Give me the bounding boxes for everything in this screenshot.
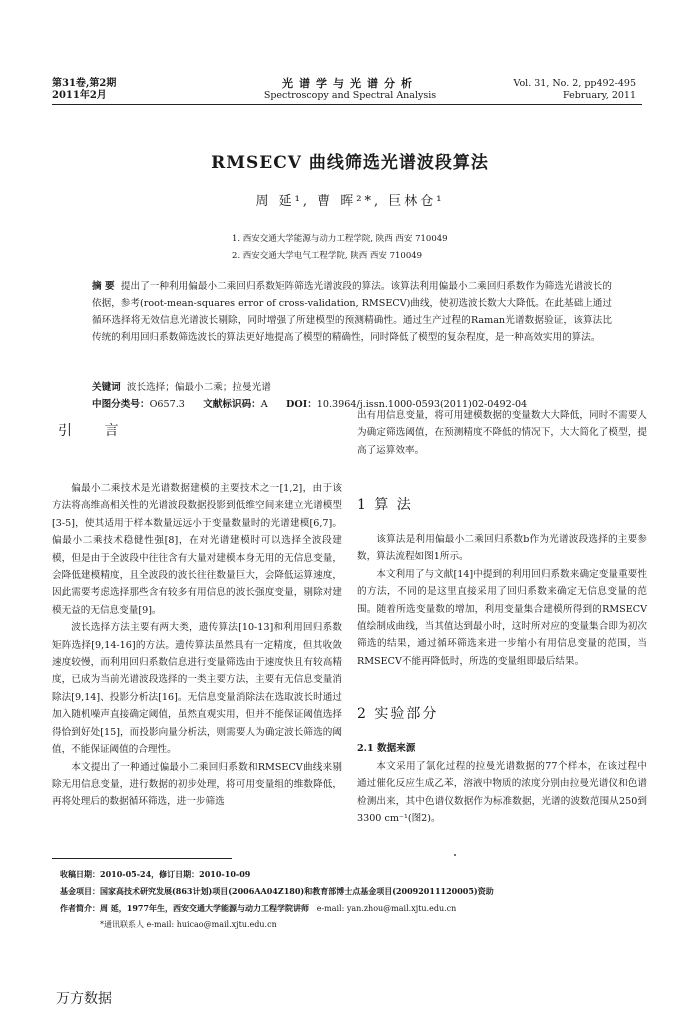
affiliations — [232, 231, 448, 265]
algorithm-body — [357, 531, 647, 670]
header-divider — [52, 104, 642, 105]
footnote-bio: 作者简介：周 延，1977年生，西安交通大学能源与动力工程学院讲师 — [60, 903, 310, 913]
clc-label: 中图分类号： — [92, 399, 150, 410]
date-en: February, 2011 — [563, 90, 636, 101]
journal-volume-issue — [52, 78, 116, 102]
abstract-text: 提出了一种利用偏最小二乘回归系数矩阵筛选光谱波段的算法。该算法利用偏最小二乘回归系数作为筛选光谱波长的依据，参考(root-mean-squares error of cross-validation, RMSECV)曲线，使初选波长数大大降低。在此基础上通过循环选择将无效信息光谱波长剔除，同时增强了所建模型的预测精确性。通过生产过程的Raman光谱数据验证，该算法比传统的利用回归系数筛选波长的算法更好地提高了模型的精确性，同时降低了模型的复杂程度，是一种高效实用的算法。 — [92, 281, 613, 343]
volume-issue-cn: 第31卷,第2期 — [52, 78, 117, 89]
experiment-body — [357, 758, 647, 828]
section-heading-algorithm: 1 算 法 — [357, 497, 413, 513]
section-heading-experiment: 2 实验部分 — [357, 706, 439, 722]
intro-continued-text: 出有用信息变量，将可用建模数据的变量数大大降低，同时不需要人为确定筛选阈值，在预测精度不降低的情况下，大大简化了模型，提高了运算效率。 — [357, 410, 647, 456]
doi-label: DOI： — [286, 399, 317, 410]
journal-name-en: Spectroscopy and Spectral Analysis — [263, 90, 437, 101]
experiment-paragraph-1: 本文采用了氯化过程的拉曼光谱数据的77个样本，在该过程中通过催化反应生成乙苯，溶液中物质的浓度分别由拉曼光谱仪和色谱检测出来，其中色谱仪数据作为标准数据，光谱的波数范围从250到3300 cm⁻¹(图2)。 — [357, 761, 647, 825]
affiliation-2: 2. 西安交通大学电气工程学院, 陕西 西安 710049 — [232, 251, 423, 261]
keywords-label: 关键词 — [92, 382, 121, 393]
doc-code-label: 文献标识码： — [203, 399, 261, 410]
algorithm-paragraph-1: 该算法是利用偏最小二乘回归系数b作为光谱波段选择的主要参数，算法流程如图1所示。 — [357, 534, 647, 563]
journal-name-cn: 光谱学与光谱分析 — [282, 77, 418, 90]
intro-body — [52, 480, 342, 811]
footnote-correspondence: *通讯联系人 e-mail: huicao@mail.xjtu.edu.cn — [100, 920, 277, 929]
intro-continued — [357, 407, 647, 459]
affiliation-1: 1. 西安交通大学能源与动力工程学院, 陕西 西安 710049 — [232, 234, 448, 244]
author-list: 周 延¹, 曹 晖²*, 巨林仓¹ — [255, 194, 445, 209]
keywords-text: 波长选择；偏最小二乘；拉曼光谱 — [126, 382, 271, 393]
algorithm-paragraph-2: 本文利用了与文献[14]中提到的利用回归系数来确定变量重要性的方法，不同的是这里直接采用了回归系数来确定无信息变量的范围。随着所选变量数的增加，利用变量集合建模所得到的RMSECV值绘制成曲线，当其值达到最小时，这时所对应的变量集合即为初次筛选的结果，通过循环筛选来进一步缩小有用信息变量的范围，当RMSECV不能再降低时，所选的变量组即最后结果。 — [357, 568, 647, 667]
section-heading-intro: 引 言 — [58, 423, 133, 439]
watermark-wanfang: 万方数据 — [56, 991, 112, 1007]
date-cn: 2011年2月 — [52, 90, 107, 101]
footnote-divider — [52, 858, 232, 859]
intro-paragraph-2: 波长选择方法主要有两大类，遗传算法[10-13]和利用回归系数矩阵选择[9,14-16]的方法。遗传算法虽然具有一定精度，但其收敛速度较慢，而利用回归系数信息进行变量筛选由于速度快且有较高精度，已成为当前光谱波段选择的一类主要方法，主要有无信息变量消除法[9,14]、投影分析法[16]。无信息变量消除法在选取波长时通过加入随机噪声直接确定阈值，虽然直观实用，但并不能保证阈值选择得恰到好处[15]，而投影向量分析法，则需要人为确定波长筛选的阈值，不能保证阈值的合理性。 — [52, 622, 342, 756]
footnote-received: 收稿日期：2010-05-24，修订日期：2010-10-09 — [60, 869, 251, 879]
footnotes — [60, 866, 494, 933]
footnote-bio-email: e-mail: yan.zhou@mail.xjtu.edu.cn — [316, 904, 457, 913]
volume-pages-en: Vol. 31, No. 2, pp492-495 — [513, 78, 636, 89]
intro-paragraph-1: 偏最小二乘技术是光谱数据建模的主要技术之一[1,2]，由于该方法将高维高相关性的光谱波段数据投影到低维空间来建立光谱模型[3-5]，使其适用于样本数量远远小于变量数量时的光谱建模[6,7]。偏最小二乘技术稳健性强[8]，在对光谱建模时可以选择全波段建模，但是由于全波段中往往含有大量对建模本身无用的无信息变量，会降低建模精度，且全波段的波长往往数量巨大，会降低运算速度，因此需要考虑选择那些含有较多有用信息的波长强度变量，剔除对建模无益的无信息变量[9]。 — [52, 483, 342, 616]
abstract-label: 摘 要 — [92, 281, 115, 292]
journal-volume-en — [513, 78, 636, 102]
stray-dot — [454, 854, 456, 856]
journal-name — [230, 78, 470, 102]
doi-value: 10.3964/j.issn.1000-0593(2011)02-0492-04 — [316, 399, 528, 410]
footnote-fund: 基金项目：国家高技术研究发展(863计划)项目(2006AA04Z180)和教育部博士点基金项目(20092011120005)资助 — [60, 886, 494, 896]
paper-title: RMSECV 曲线筛选光谱波段算法 — [211, 153, 489, 173]
doc-code-value: A — [260, 399, 268, 410]
abstract — [92, 278, 612, 346]
intro-paragraph-3: 本文提出了一种通过偏最小二乘回归系数和RMSECV曲线来剔除无用信息变量，进行数据的初步处理，将可用变量组的维数降低，再将处理后的数据循环筛选，进一步筛选 — [52, 761, 342, 808]
clc-value: O657.3 — [149, 399, 185, 410]
subsection-heading-data-source: 2.1 数据来源 — [357, 743, 416, 754]
